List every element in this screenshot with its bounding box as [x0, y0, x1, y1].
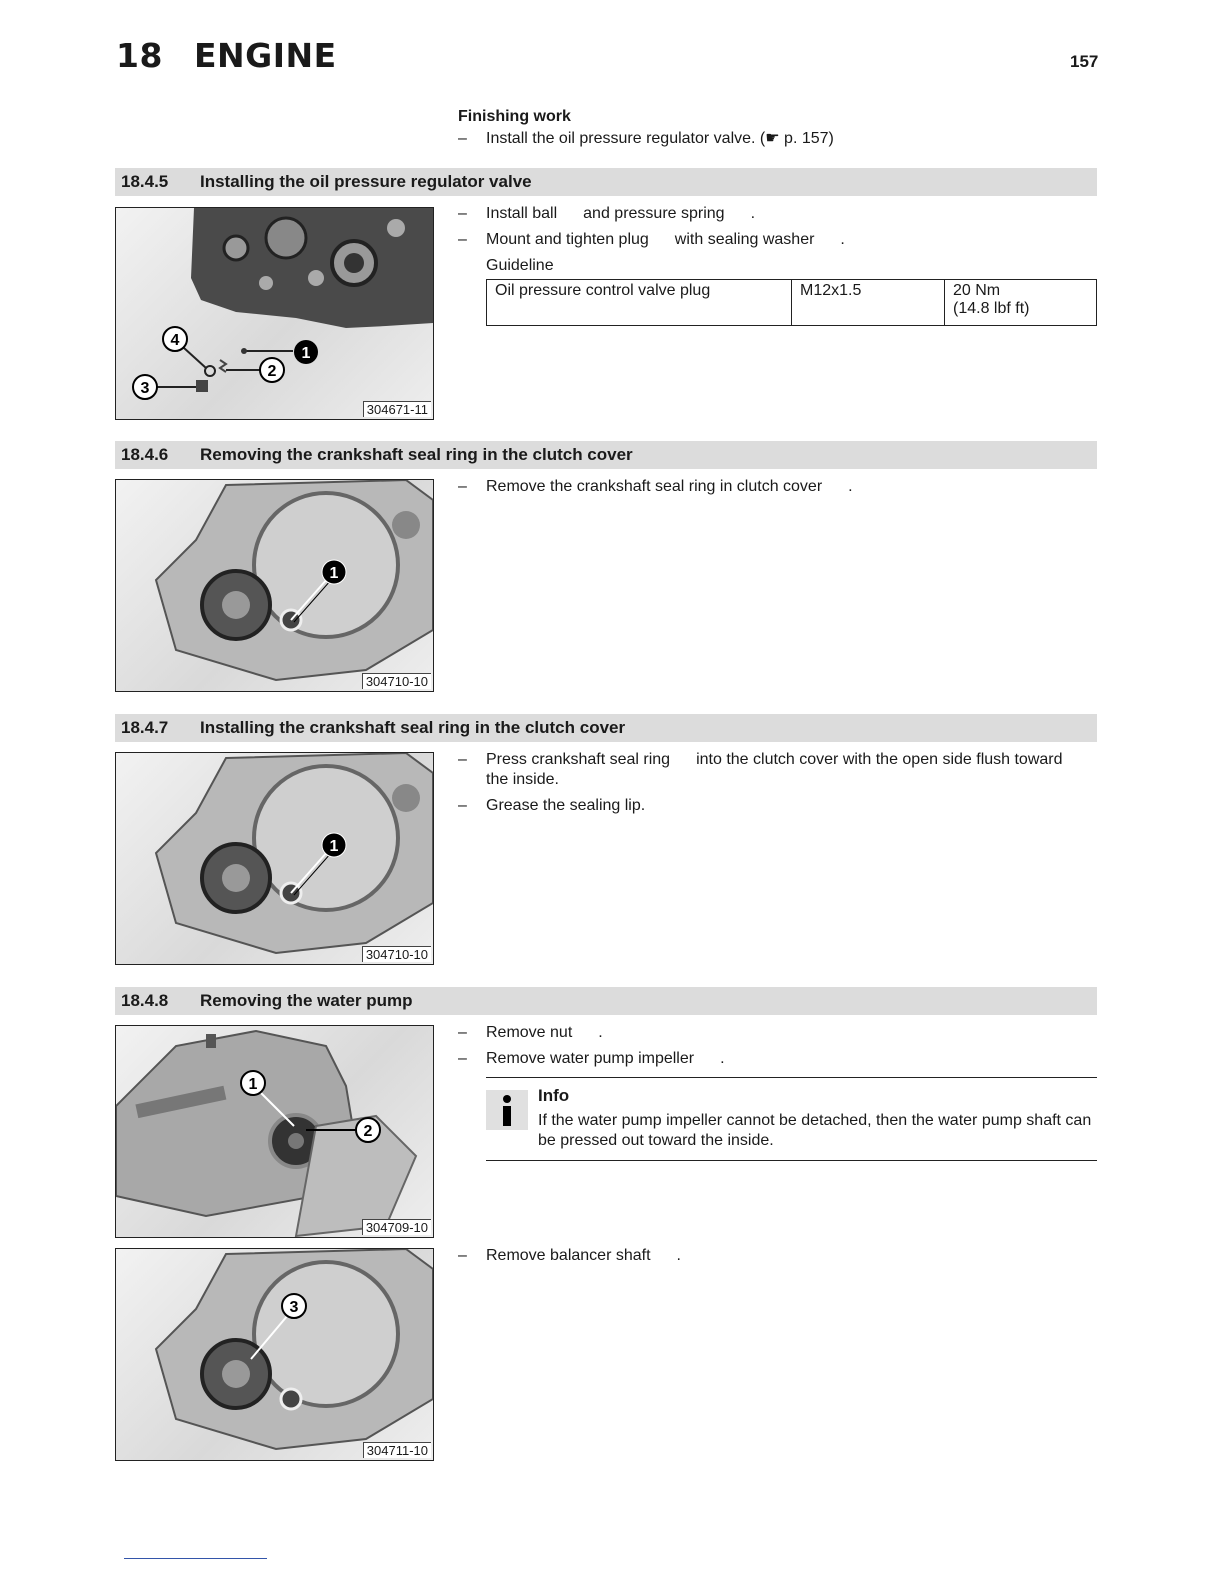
engine-case-illustration: [116, 208, 433, 419]
section-heading-18-4-6: [115, 441, 1097, 469]
figure-id: 304711-10: [363, 1442, 431, 1458]
table-cell-torque: 20 Nm (14.8 lbf ft): [945, 280, 1097, 326]
step-mount-plug: – Mount and tighten plug with sealing washer .: [458, 231, 845, 248]
step-remove-balancer-shaft: – Remove balancer shaft .: [458, 1247, 681, 1264]
section-title: Installing the oil pressure regulator valve: [200, 172, 532, 191]
table-cell-thread: M12x1.5: [792, 280, 945, 326]
callout-1: [241, 1071, 265, 1095]
chapter-title: ENGINE: [194, 36, 337, 75]
section-title: Removing the crankshaft seal ring in the clutch cover: [200, 445, 633, 464]
chapter-number: 18: [116, 36, 163, 75]
page-number: 157: [1070, 52, 1099, 71]
figure-clutch-cover-install: [115, 752, 434, 965]
callout-1: [294, 340, 318, 364]
clutch-cover-illustration: [116, 480, 433, 691]
step-remove-seal-ring: – Remove the crankshaft seal ring in clutch cover .: [458, 478, 853, 495]
svg-text:2: 2: [267, 363, 277, 380]
svg-text:3: 3: [289, 1299, 299, 1316]
section-heading-18-4-8: [115, 987, 1097, 1015]
finishing-step: – Install the oil pressure regulator valve. (☛ p. 157): [458, 130, 834, 147]
callout-4: [163, 327, 187, 351]
step-grease-lip: – Grease the sealing lip.: [458, 797, 646, 814]
callout-3: [282, 1294, 306, 1318]
step-remove-nut: – Remove nut .: [458, 1024, 603, 1041]
svg-text:4: 4: [170, 332, 180, 349]
balancer-shaft-illustration: [116, 1249, 433, 1460]
page-reference-link[interactable]: p. 157: [784, 130, 829, 147]
table-row: [487, 280, 1097, 326]
water-pump-illustration: [116, 1026, 433, 1237]
finishing-work-title: Finishing work: [458, 108, 571, 125]
chapter-heading: [116, 36, 337, 75]
section-number: 18.4.6: [121, 445, 169, 464]
info-text: If the water pump impeller cannot be detached, then the water pump shaft can be pressed out toward the inside.: [538, 1112, 1092, 1149]
figure-id: 304709-10: [362, 1219, 431, 1235]
step-remove-impeller: – Remove water pump impeller .: [458, 1050, 725, 1067]
info-icon: [486, 1090, 528, 1130]
callout-1: [322, 833, 346, 857]
svg-text:1: 1: [329, 565, 339, 582]
table-cell-part: Oil pressure control valve plug: [487, 280, 792, 326]
figure-clutch-cover-removal: [115, 479, 434, 692]
callout-2: [260, 358, 284, 382]
section-title: Removing the water pump: [200, 991, 413, 1010]
section-heading-18-4-5: [115, 168, 1097, 196]
callout-2: [356, 1118, 380, 1142]
figure-oil-pressure-valve: [115, 207, 434, 420]
figure-balancer-shaft: [115, 1248, 434, 1461]
section-number: 18.4.8: [121, 991, 169, 1010]
section-number: 18.4.7: [121, 718, 169, 737]
svg-text:1: 1: [248, 1076, 258, 1093]
info-box: [486, 1077, 1097, 1161]
svg-text:1: 1: [329, 838, 339, 855]
callout-1: [322, 560, 346, 584]
callout-3: [133, 375, 157, 399]
guideline-table: [486, 279, 1097, 326]
section-title: Installing the crankshaft seal ring in the clutch cover: [200, 718, 626, 737]
svg-text:1: 1: [301, 345, 311, 362]
hand-pointer-icon: ☛: [765, 130, 780, 147]
clutch-cover-illustration: [116, 753, 433, 964]
figure-id: 304710-10: [362, 673, 431, 689]
section-number: 18.4.5: [121, 172, 169, 191]
svg-text:2: 2: [363, 1123, 373, 1140]
step-install-ball: – Install ball and pressure spring .: [458, 205, 756, 222]
guideline-label: Guideline: [486, 257, 554, 274]
step-press-seal-ring: – Press crankshaft seal ring into the clutch cover with the open side flush toward the inside.: [458, 751, 1063, 788]
figure-water-pump: [115, 1025, 434, 1238]
info-title: Info: [538, 1086, 570, 1105]
step-dash: –: [458, 130, 467, 147]
svg-text:3: 3: [140, 380, 150, 397]
figure-id: 304671-11: [363, 401, 431, 417]
section-heading-18-4-7: [115, 714, 1097, 742]
figure-id: 304710-10: [362, 946, 431, 962]
footer-divider: [124, 1558, 267, 1559]
